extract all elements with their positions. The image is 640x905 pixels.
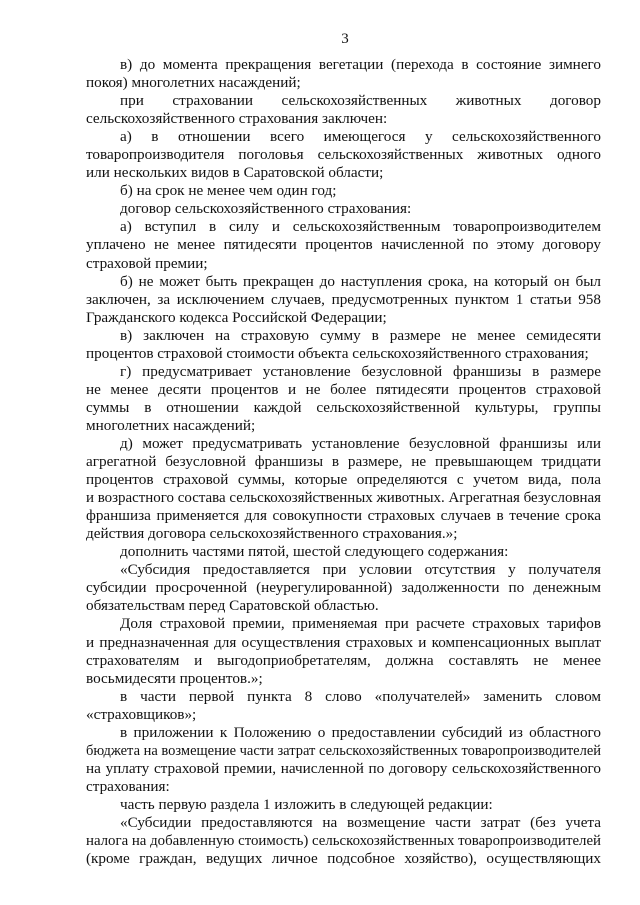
text-line: сельскохозяйственного страхования заключен: (86, 110, 388, 128)
text-line: страховой премии; (86, 254, 208, 272)
paragraph (86, 128, 601, 182)
text-line: б) не может быть прекращен до наступления срока, на который он был (120, 272, 601, 290)
text-line: суммы в отношении каждой сельскохозяйственной культуры, группы (86, 398, 601, 416)
text-line: а) вступил в силу и сельскохозяйственным товаропроизводителем (120, 218, 601, 236)
text-line: д) может предусматривать установление безусловной франшизы или (120, 434, 601, 452)
paragraph (86, 218, 601, 272)
text-line: часть первую раздела 1 изложить в следующей редакции: (120, 795, 493, 813)
text-line: в части первой пункта 8 слово «получателей» заменить словом (120, 687, 601, 705)
paragraph (86, 182, 601, 200)
paragraph (86, 561, 601, 615)
paragraph (86, 56, 601, 92)
text-line: процентов страховой стоимости объекта сельскохозяйственного страхования; (86, 344, 589, 362)
text-line: восьмидесяти процентов.»; (86, 669, 263, 687)
text-line: и предназначенная для осуществления страховых и компенсационных выплат (86, 633, 601, 651)
text-line: в) заключен на страховую сумму в размере не менее семидесяти (120, 326, 601, 344)
paragraph (86, 92, 601, 128)
text-line: субсидии просроченной (неурегулированной) задолженности по денежным (86, 579, 601, 597)
text-line: Гражданского кодекса Российской Федерации; (86, 308, 387, 326)
text-line: бюджета на возмещение части затрат сельскохозяйственных товаропроизводителей (86, 741, 601, 759)
text-line: дополнить частями пятой, шестой следующего содержания: (120, 543, 509, 561)
text-line: (кроме граждан, ведущих личное подсобное хозяйство), осуществляющих (86, 850, 601, 868)
text-line: «страховщиков»; (86, 705, 197, 723)
text-line: уплачено не менее пятидесяти процентов начисленной по этому договору (86, 236, 601, 254)
paragraph (86, 363, 601, 435)
text-line: в приложении к Положению о предоставлении субсидий из областного (120, 723, 601, 741)
text-line: обязательствам перед Саратовской областью. (86, 597, 379, 615)
paragraph (86, 200, 601, 218)
text-line: процентов страховой суммы, которые определяются с учетом вида, пола (86, 471, 601, 489)
text-line: в) до момента прекращения вегетации (перехода в состояние зимнего (120, 56, 601, 73)
text-line: многолетних насаждений; (86, 416, 256, 434)
text-line: страхования: (86, 777, 170, 795)
text-line: агрегатной безусловной франшизы в размере, не превышающем тридцати (86, 453, 601, 471)
paragraph (86, 814, 601, 868)
text-line: заключен, за исключением случаев, предусмотренных пунктом 1 статьи 958 (86, 290, 601, 308)
text-line: при страховании сельскохозяйственных животных договор (120, 92, 601, 110)
text-line: Доля страховой премии, применяемая при расчете страховых тарифов (120, 615, 601, 633)
paragraph (86, 796, 601, 814)
paragraph (86, 273, 601, 327)
text-line: не менее десяти процентов и не более пятидесяти процентов страховой (86, 380, 601, 398)
text-line: «Субсидии предоставляются на возмещение части затрат (без учета (120, 813, 601, 831)
text-line: покоя) многолетних насаждений; (86, 74, 301, 92)
text-line: действия договора сельскохозяйственного страхования.»; (86, 525, 458, 543)
text-line: «Субсидия предоставляется при условии отсутствия у получателя (120, 561, 601, 579)
paragraph (86, 615, 601, 687)
document-body (86, 56, 601, 868)
paragraph (86, 543, 601, 561)
text-line: б) на срок не менее чем один год; (120, 182, 337, 200)
text-line: договор сельскохозяйственного страхования: (120, 200, 412, 218)
text-line: налога на добавленную стоимость) сельскохозяйственных товаропроизводителей (86, 832, 601, 850)
text-line: товаропроизводителя поголовья сельскохозяйственных животных одного (86, 146, 601, 164)
text-line: или нескольких видов в Саратовской области; (86, 164, 384, 182)
text-line: страхователям и выгодоприобретателям, должна составлять не менее (86, 651, 601, 669)
text-line: а) в отношении всего имеющегося у сельскохозяйственного (120, 128, 601, 146)
page-number: 3 (341, 31, 349, 47)
text-line: г) предусматривает установление безусловной франшизы в размере (120, 362, 601, 380)
paragraph (86, 688, 601, 724)
paragraph (86, 327, 601, 363)
text-line: франшиза применяется для совокупности страховых случаев в течение срока (86, 507, 601, 525)
paragraph (86, 435, 601, 543)
paragraph (86, 724, 601, 796)
text-line: на уплату страховой премии, начисленной по договору сельскохозяйственного (86, 759, 601, 777)
text-line: и возрастного состава сельскохозяйственных животных. Агрегатная безусловная (86, 489, 601, 507)
